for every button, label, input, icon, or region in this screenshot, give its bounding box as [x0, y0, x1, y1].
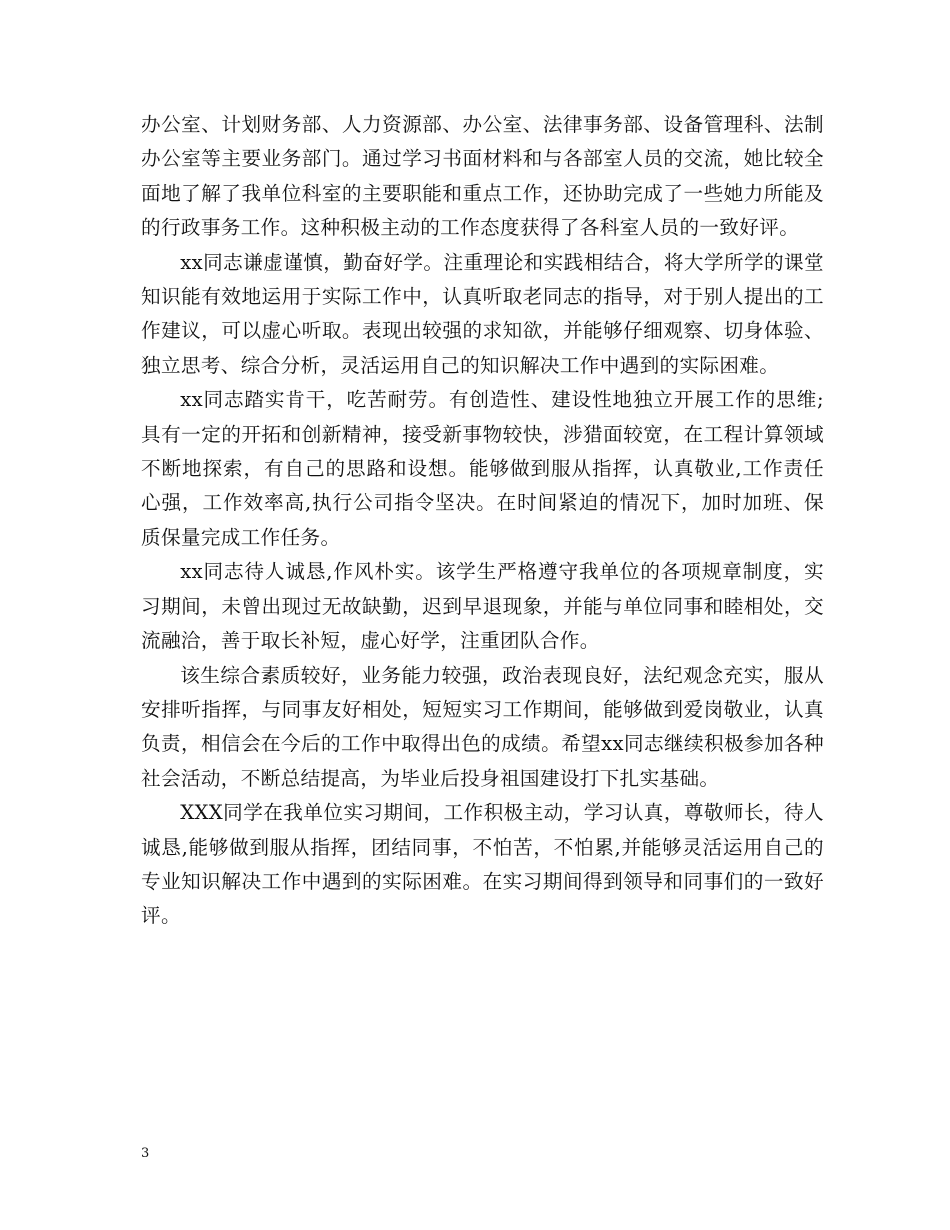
paragraph-2: xx同志谦虚谨慎，勤奋好学。注重理论和实践相结合，将大学所学的课堂知识能有效地运用于实际工作中，认真听取老同志的指导，对于别人提出的工作建议，可以虚心听取。表现出较强的求知欲，并能够仔细观察、切身体验、独立思考、综合分析，灵活运用自己的知识解决工作中遇到的实际困难。 — [141, 250, 824, 377]
page-number: 3 — [141, 1146, 150, 1161]
paragraph-1: 办公室、计划财务部、人力资源部、办公室、法律事务部、设备管理科、法制办公室等主要业务部门。通过学习书面材料和与各部室人员的交流，她比较全面地了解了我单位科室的主要职能和重点工作，还协助完成了一些她力所能及的行政事务工作。这种积极主动的工作态度获得了各科室人员的一致好评。 — [141, 113, 824, 240]
paragraph-6: XXX同学在我单位实习期间，工作积极主动，学习认真，尊敬师长，待人诚恳,能够做到服从指挥，团结同事，不怕苦，不怕累,并能够灵活运用自己的专业知识解决工作中遇到的实际困难。在实习期间得到领导和同事们的一致好评。 — [141, 801, 824, 928]
paragraph-3: xx同志踏实肯干，吃苦耐劳。有创造性、建设性地独立开展工作的思维;具有一定的开拓和创新精神，接受新事物较快，涉猎面较宽，在工程计算领域不断地探索，有自己的思路和设想。能够做到服从指挥，认真敬业,工作责任心强，工作效率高,执行公司指令坚决。在时间紧迫的情况下，加时加班、保质保量完成工作任务。 — [141, 388, 824, 549]
paragraph-5: 该生综合素质较好，业务能力较强，政治表现良好，法纪观念充实，服从安排听指挥，与同事友好相处，短短实习工作期间，能够做到爱岗敬业，认真负责，相信会在今后的工作中取得出色的成绩。希望xx同志继续积极参加各种社会活动，不断总结提高，为毕业后投身祖国建设打下扎实基础。 — [141, 663, 824, 790]
paragraph-4: xx同志待人诚恳,作风朴实。该学生严格遵守我单位的各项规章制度，实习期间，未曾出现过无故缺勤，迟到早退现象，并能与单位同事和睦相处，交流融洽，善于取长补短，虚心好学，注重团队合作。 — [141, 560, 824, 653]
document-body — [141, 108, 824, 934]
